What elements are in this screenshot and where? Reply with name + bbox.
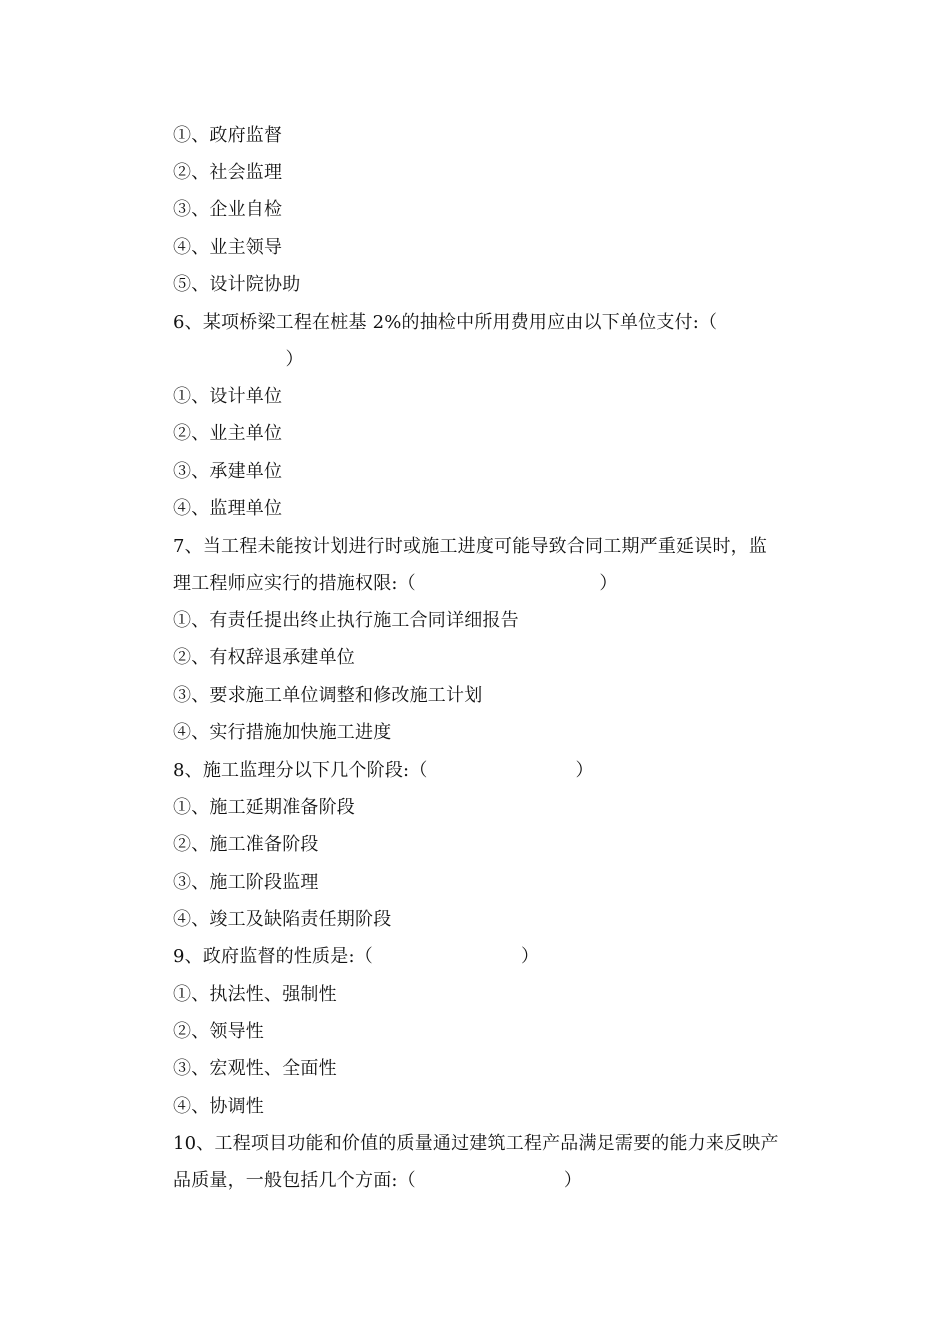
option-line: ①、有责任提出终止执行施工合同详细报告 [173, 610, 519, 631]
option-line: ⑤、设计院协助 [173, 274, 301, 295]
question-9: 9、政府监督的性质是:（ ） [173, 946, 540, 967]
option-line: ①、设计单位 [173, 386, 283, 407]
option-line: ①、执法性、强制性 [173, 984, 337, 1005]
question-10: 10、工程项目功能和价值的质量通过建筑工程产品满足需要的能力来反映产 [173, 1133, 779, 1154]
option-line: ④、业主领导 [173, 237, 283, 258]
option-line: ④、监理单位 [173, 498, 283, 519]
option-line: ②、施工准备阶段 [173, 834, 319, 855]
option-line: ③、承建单位 [173, 461, 283, 482]
question-6: 6、某项桥梁工程在桩基 2%的抽检中所用费用应由以下单位支付:（ [173, 312, 718, 333]
option-line: ③、要求施工单位调整和修改施工计划 [173, 685, 483, 706]
option-line: ④、竣工及缺陷责任期阶段 [173, 909, 392, 930]
option-line: ②、有权辞退承建单位 [173, 647, 355, 668]
option-line: ②、社会监理 [173, 162, 283, 183]
question-10-continuation: 品质量，一般包括几个方面:（ ） [173, 1170, 583, 1191]
option-line: ①、政府监督 [173, 125, 283, 146]
question-8: 8、施工监理分以下几个阶段:（ ） [173, 760, 594, 781]
question-7-continuation: 理工程师应实行的措施权限:（ ） [173, 573, 618, 594]
option-line: ③、宏观性、全面性 [173, 1058, 337, 1079]
option-line: ③、企业自检 [173, 199, 283, 220]
question-7: 7、当工程未能按计划进行时或施工进度可能导致合同工期严重延误时，监 [173, 536, 768, 557]
option-line: ②、业主单位 [173, 423, 283, 444]
option-line: ①、施工延期准备阶段 [173, 797, 355, 818]
question-6-answer-blank: ） [173, 349, 304, 370]
option-line: ③、施工阶段监理 [173, 872, 319, 893]
option-line: ④、实行措施加快施工进度 [173, 722, 392, 743]
option-line: ④、协调性 [173, 1096, 264, 1117]
option-line: ②、领导性 [173, 1021, 264, 1042]
